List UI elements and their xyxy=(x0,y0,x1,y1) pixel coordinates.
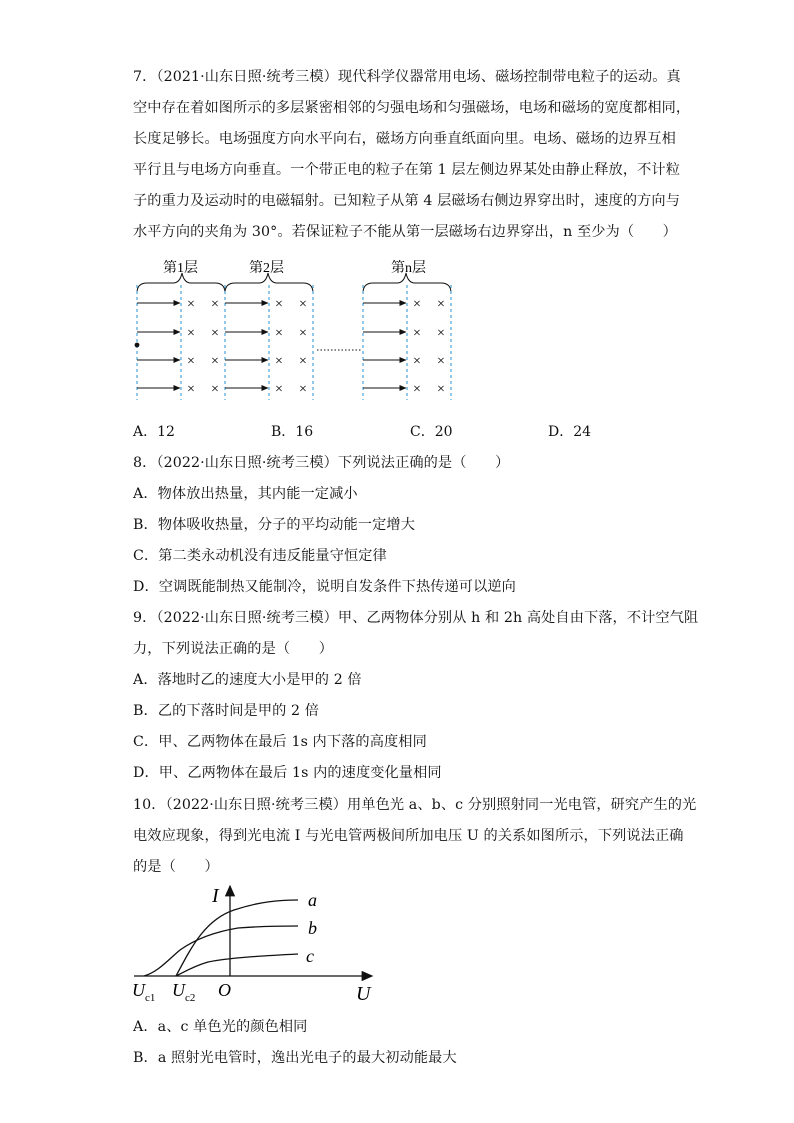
q7-line: 空中存在着如图所示的多层紧密相邻的匀强电场和匀强磁场，电场和磁场的宽度都相同， xyxy=(133,100,691,116)
q10-stem: 的是（ ） xyxy=(133,859,219,875)
svg-text:×: × xyxy=(187,382,195,397)
q10-stem: 10．（2022·山东日照·统考三模）用单色光 a、b、c 分别照射同一光电管，研究产生的光 xyxy=(133,797,697,813)
brace-layer-1 xyxy=(137,273,225,293)
curve-b xyxy=(144,926,298,976)
magnetic-field-crosses xyxy=(187,297,445,397)
svg-text:×: × xyxy=(437,297,445,312)
charged-particle xyxy=(135,343,140,348)
q8-option-a[interactable]: A．物体放出热量，其内能一定减小 xyxy=(133,486,358,502)
svg-text:×: × xyxy=(211,382,219,397)
svg-text:×: × xyxy=(275,382,283,397)
x-axis-label: U xyxy=(356,983,371,1005)
q8-option-c[interactable]: C．第二类永动机没有违反能量守恒定律 xyxy=(133,548,387,564)
q10-option-a[interactable]: A．a、c 单色光的颜色相同 xyxy=(133,1019,308,1035)
q7-option-d[interactable]: D．24 xyxy=(548,424,592,440)
svg-text:×: × xyxy=(299,354,307,369)
field-boundaries xyxy=(137,285,451,400)
q9-option-a[interactable]: A．落地时乙的速度大小是甲的 2 倍 xyxy=(133,672,362,688)
electric-field-arrows xyxy=(137,303,406,388)
curve-c-label: c xyxy=(306,946,314,966)
svg-text:×: × xyxy=(413,326,421,341)
svg-text:×: × xyxy=(437,326,445,341)
q9-stem: 力，下列说法正确的是（ ） xyxy=(133,641,334,657)
q7-line: 水平方向的夹角为 30°。若保证粒子不能从第一层磁场右边界穿出，n 至少为（ ） xyxy=(133,224,677,240)
svg-text:×: × xyxy=(413,354,421,369)
q7-option-a[interactable]: A．12 xyxy=(133,424,175,440)
curve-a-label: a xyxy=(308,890,317,910)
q8-option-d[interactable]: D．空调既能制热又能制冷，说明自发条件下热传递可以逆向 xyxy=(133,579,516,595)
svg-text:×: × xyxy=(187,354,195,369)
q8-option-b[interactable]: B．物体吸收热量，分子的平均动能一定增大 xyxy=(133,517,415,533)
layered-field-diagram xyxy=(125,255,465,405)
svg-text:×: × xyxy=(211,354,219,369)
svg-text:×: × xyxy=(299,382,307,397)
layer-1-label: 第1层 xyxy=(163,261,198,276)
q10-option-b[interactable]: B．a 照射光电管时，逸出光电子的最大初动能最大 xyxy=(133,1050,457,1066)
curve-a xyxy=(176,900,298,976)
q9-option-b[interactable]: B．乙的下落时间是甲的 2 倍 xyxy=(133,703,320,719)
svg-text:×: × xyxy=(299,297,307,312)
svg-text:×: × xyxy=(299,326,307,341)
q7-line: 7．（2021·山东日照·统考三模）现代科学仪器常用电场、磁场控制带电粒子的运动。真 xyxy=(133,69,681,85)
layer-n-label: 第n层 xyxy=(391,261,426,276)
svg-text:×: × xyxy=(413,382,421,397)
svg-text:×: × xyxy=(437,354,445,369)
curve-c xyxy=(176,954,298,976)
brace-layer-2 xyxy=(225,273,313,293)
svg-text:×: × xyxy=(275,354,283,369)
svg-text:×: × xyxy=(211,297,219,312)
svg-text:×: × xyxy=(275,297,283,312)
q9-stem: 9．（2022·山东日照·统考三模）甲、乙两物体分别从 h 和 2h 高处自由下落，不计空气阻 xyxy=(133,610,699,626)
brace-layer-n xyxy=(363,273,451,293)
uc1-label: $U_{c1}$ xyxy=(132,980,156,1004)
q7-line: 子的重力及运动时的电磁辐射。已知粒子从第 4 层磁场右侧边界穿出时，速度的方向与 xyxy=(133,193,680,209)
q10-stem: 电效应现象，得到光电流 I 与光电管两极间所加电压 U 的关系如图所示，下列说法正确 xyxy=(133,828,684,844)
uc2-label: $U_{c2}$ xyxy=(172,980,196,1004)
y-axis-label: I xyxy=(212,885,219,907)
origin-label: O xyxy=(218,980,231,1000)
photocurrent-graph xyxy=(128,880,388,1008)
q7-option-c[interactable]: C．20 xyxy=(410,424,453,440)
svg-text:×: × xyxy=(275,326,283,341)
svg-text:×: × xyxy=(187,326,195,341)
q7-line: 平行且与电场方向垂直。一个带正电的粒子在第 1 层左侧边界某处由静止释放，不计粒 xyxy=(133,162,680,178)
q7-line: 长度足够长。电场强度方向水平向右，磁场方向垂直纸面向里。电场、磁场的边界互相 xyxy=(133,131,676,147)
svg-text:×: × xyxy=(187,297,195,312)
q7-option-b[interactable]: B．16 xyxy=(271,424,314,440)
q9-option-d[interactable]: D．甲、乙两物体在最后 1s 内的速度变化量相同 xyxy=(133,765,442,781)
layer-2-label: 第2层 xyxy=(249,261,284,276)
svg-text:×: × xyxy=(437,382,445,397)
svg-text:×: × xyxy=(413,297,421,312)
curve-b-label: b xyxy=(308,918,317,938)
q9-option-c[interactable]: C．甲、乙两物体在最后 1s 内下落的高度相同 xyxy=(133,734,427,750)
q8-stem: 8．（2022·山东日照·统考三模）下列说法正确的是（ ） xyxy=(133,455,510,471)
svg-text:×: × xyxy=(211,326,219,341)
